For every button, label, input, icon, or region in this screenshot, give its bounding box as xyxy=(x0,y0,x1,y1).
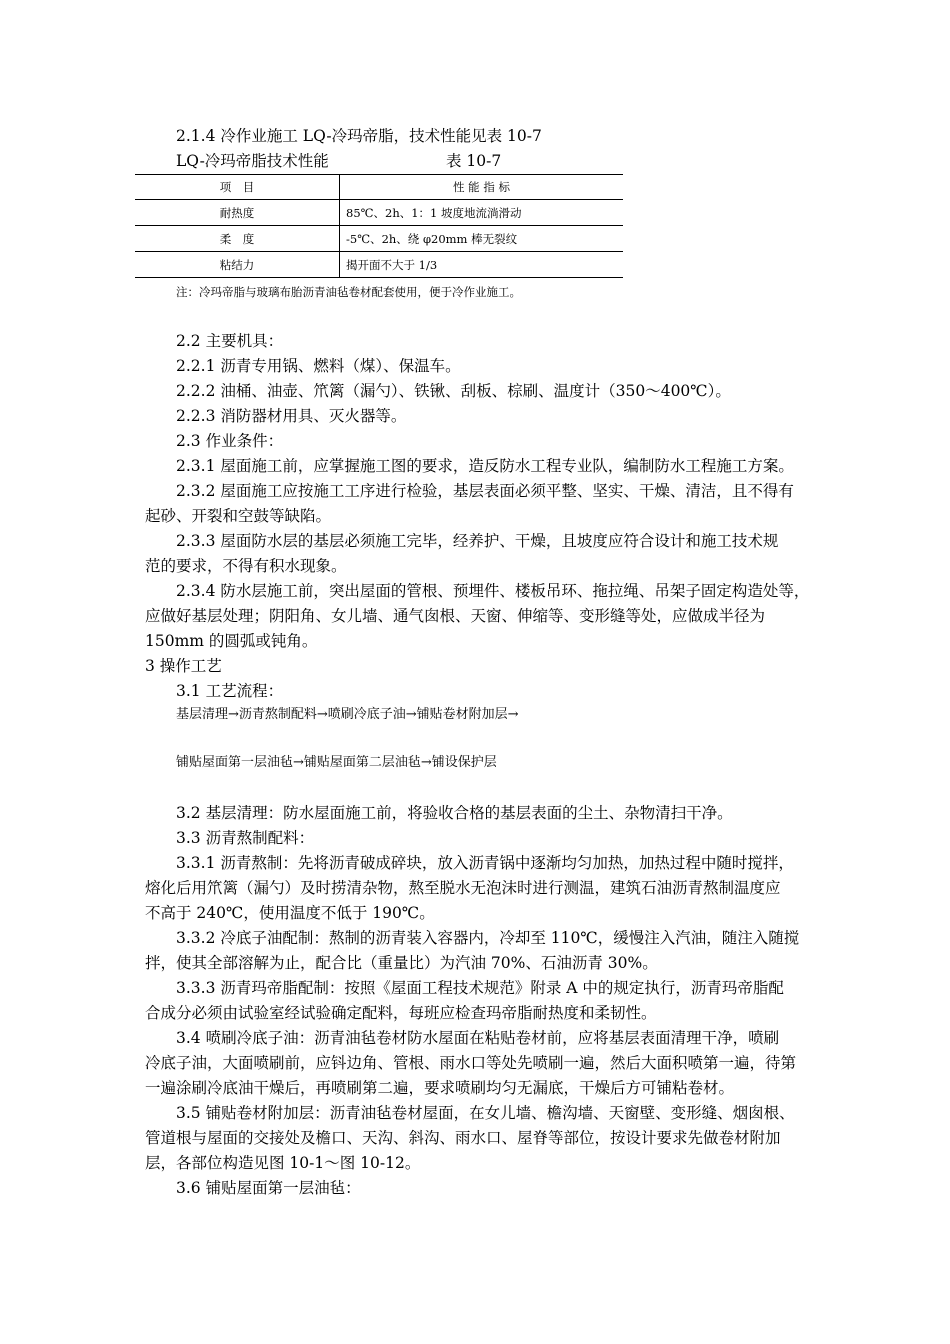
text-line: 3.3.1 沥青熬制：先将沥青破成碎块，放入沥青锅中逐渐均匀加热，加热过程中随时搅拌， xyxy=(176,854,794,872)
text-line: 合成分必须由试验室经试验确定配料，每班应检查玛帝脂耐热度和柔韧性。 xyxy=(145,1004,657,1022)
text-line: 熔化后用笊篱（漏勺）及时捞清杂物，熬至脱水无泡沫时进行测温，建筑石油沥青熬制温度应 xyxy=(145,879,781,897)
table-header-spec: 性 能 指 标 xyxy=(453,180,510,194)
text-line: 2.3.2 屋面施工应按施工工序进行检验，基层表面必须平整、坚实、干燥、清洁，且不得有 xyxy=(176,482,794,500)
text-line: 3.1 工艺流程： xyxy=(176,682,284,700)
text-line: 2.2 主要机具： xyxy=(176,332,284,350)
text-line: 2.3.3 屋面防水层的基层必须施工完毕，经养护、干燥，且坡度应符合设计和施工技术规 xyxy=(176,532,779,550)
text-line: 层，各部位构造见图 10-1～图 10-12。 xyxy=(145,1154,421,1172)
section-3-heading: 3 操作工艺 xyxy=(145,657,222,675)
table-cell: 耐热度 xyxy=(135,200,340,226)
text-line: 应做好基层处理；阴阳角、女儿墙、通气囱根、天窗、伸缩等、变形缝等处，应做成半径为 xyxy=(145,607,766,625)
table-header-item: 项 目 xyxy=(135,175,340,200)
text-line: 3.2 基层清理：防水屋面施工前，将验收合格的基层表面的尘土、杂物清扫干净。 xyxy=(176,804,733,822)
process-flow-line-1: 基层清理→沥青熬制配料→喷刷冷底子油→铺贴卷材附加层→ xyxy=(176,707,519,722)
text-line: 2.3 作业条件： xyxy=(176,432,284,450)
table-cell: -5℃、2h、绕 φ20mm 棒无裂纹 xyxy=(346,231,518,246)
text-line: 2.2.1 沥青专用锅、燃料（煤）、保温车。 xyxy=(176,357,461,375)
table-cell: 85℃、2h、1：1 坡度地流淌滑动 xyxy=(346,205,522,220)
text-line: 一遍涂刷冷底油干燥后，再喷刷第二遍，要求喷刷均匀无漏底，干燥后方可铺粘卷材。 xyxy=(145,1079,735,1097)
text-line: 不高于 240℃，使用温度不低于 190℃。 xyxy=(145,904,435,922)
table-row xyxy=(135,200,623,226)
table-row xyxy=(135,226,623,252)
text-line: 3.4 喷刷冷底子油：沥青油毡卷材防水屋面在粘贴卷材前，应将基层表面清理干净，喷刷 xyxy=(176,1029,780,1047)
text-line: 3.6 铺贴屋面第一层油毡： xyxy=(176,1179,361,1197)
text-line: 管道根与屋面的交接处及檐口、天沟、斜沟、雨水口、屋脊等部位，按设计要求先做卷材附加 xyxy=(145,1129,781,1147)
table-note: 注：冷玛帝脂与玻璃布胎沥青油毡卷材配套使用，便于冷作业施工。 xyxy=(176,285,521,299)
text-line: 起砂、开裂和空鼓等缺陷。 xyxy=(145,507,332,525)
text-line: 3.3.2 冷底子油配制：熬制的沥青装入容器内，冷却至 110℃，缓慢注入汽油，随注入随搅 xyxy=(176,929,800,947)
table-row xyxy=(135,252,623,278)
text-line: 2.3.1 屋面施工前，应掌握施工图的要求，造反防水工程专业队，编制防水工程施工方案。 xyxy=(176,457,794,475)
text-line: 范的要求，不得有积水现象。 xyxy=(145,557,347,575)
table-number: 表 10-7 xyxy=(446,152,502,170)
text-line: 2.2.2 油桶、油壶、笊篱（漏勺）、铁锹、刮板、棕刷、温度计（350～400℃）。 xyxy=(176,382,731,400)
table-cell: 柔 度 xyxy=(135,226,340,252)
text-line: 3.3 沥青熬制配料： xyxy=(176,829,315,847)
text-line: 3.3.3 沥青玛帝脂配制：按照《屋面工程技术规范》附录 A 中的规定执行，沥青玛帝脂配 xyxy=(176,979,784,997)
performance-table xyxy=(135,174,623,278)
process-flow-line-2: 铺贴屋面第一层油毡→铺贴屋面第二层油毡→铺设保护层 xyxy=(176,755,497,770)
table-cell: 粘结力 xyxy=(135,252,340,278)
text-line: 150mm 的圆弧或钝角。 xyxy=(145,632,318,650)
text-line: 3.5 铺贴卷材附加层：沥青油毡卷材屋面，在女儿墙、檐沟墙、天窗壁、变形缝、烟囱根、 xyxy=(176,1104,795,1122)
text-line: 2.3.4 防水层施工前，突出屋面的管根、预埋件、楼板吊环、拖拉绳、吊架子固定构造处等， xyxy=(176,582,810,600)
table-header-row xyxy=(135,175,623,200)
table-title: LQ-冷玛帝脂技术性能 xyxy=(176,152,329,170)
text-line: 2.2.3 消防器材用具、灭火器等。 xyxy=(176,407,407,425)
text-line: 冷底子油，大面喷刷前，应钭边角、管根、雨水口等处先喷刷一遍，然后大面积喷第一遍，待第 xyxy=(145,1054,797,1072)
table-cell: 揭开面不大于 1/3 xyxy=(346,257,438,272)
text-line: 拌，使其全部溶解为止，配合比（重量比）为汽油 70%、石油沥青 30%。 xyxy=(145,954,658,972)
section-2-1-4: 2.1.4 冷作业施工 LQ-冷玛帝脂，技术性能见表 10-7 xyxy=(176,127,542,145)
